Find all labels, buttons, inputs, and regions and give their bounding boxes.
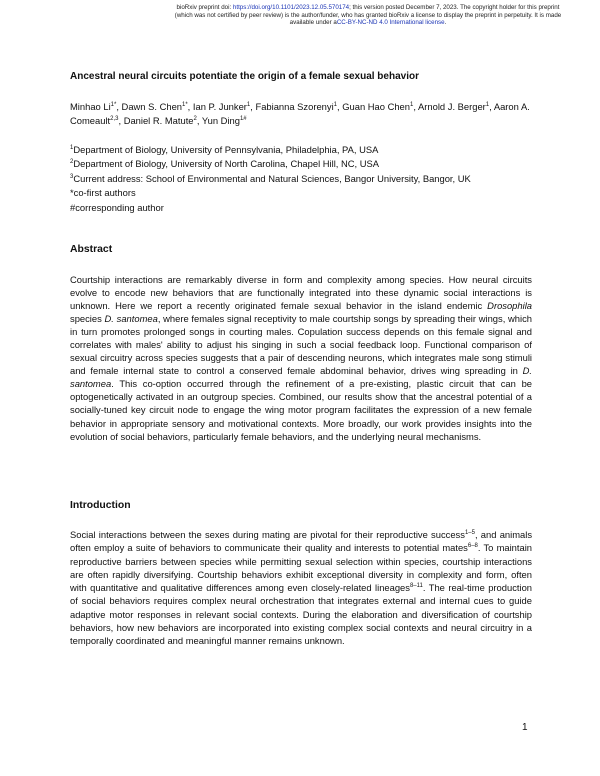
author-list: Minhao $Li^{1*}$, Dawn S. Chen$^{1*}$, Ian P. Junker$^1$, Fabianna Szorenyi$^1$, Guan Hao Chen$^1$, Arnold J. Berger$^1$, Aaron A. Comeault$^{2,3}$, Daniel R. Matute$^2$, Yun Ding$^{1\#}$ (70, 101, 530, 126)
author: Guan Hao Chen$^1$ (342, 101, 414, 112)
license-link[interactable]: CC-BY-NC-ND 4.0 International license (336, 19, 445, 27)
author: Dawn S. Chen$^{1*}$ (121, 101, 188, 112)
header-line3-pre: available under a (289, 19, 337, 27)
abstract-text: Courtship interactions are remarkably diverse in form and complexity among species. How neural circuits evolve to encode new behaviors that are functionally integrated into these dynamic social interactions is unknown. Here we report a recently originated female sexual behavior in the island endemic Drosophila species D. santomea, where females signal receptivity to male courtship songs by spreading their wings, which in turn promotes prolonged songs in courting males. Copulation success depends on this female signal and correlates with males' ability to adjust his singing in such a social feedback loop. Functional comparison of sexual circuitry across species suggests that a pair of descending neurons, which integrates male song stimuli and female internal state to control a conserved female abdominal behavior, drives wing spreading in D. santomea. This co-option occurred through the refinement of a pre-existing, plastic circuit that can be optogenetically activated in an outgroup species. Combined, our results show that the ancestral potential of a socially-tuned key circuit node to engage the wing motor program facilitates the expression of a new female behavior in appropriate sensory and motivational contexts. More broadly, our work provides insights into the evolution of social behaviors, particularly female behaviors, and the underlying neural mechanisms. (70, 274, 532, 442)
header-line3-post: . (444, 19, 447, 27)
affiliation-item: $^2$Department of Biology, University of North Carolina, Chapel Hill, NC, USA (70, 158, 380, 170)
paper-title: Ancestral neural circuits potentiate the origin of a female sexual behavior (70, 71, 419, 82)
author: Aaron A. Comeault$^{2,3}$ (70, 101, 530, 126)
author: Arnold J. Berger$^1$ (418, 101, 490, 112)
page-number: 1 (522, 722, 528, 733)
introduction-heading: Introduction (70, 500, 131, 511)
header-line2: (which was not certified by peer review) is the author/funder, who has granted bioRxiv a license to display the preprint in perpetuity. It is made (174, 11, 562, 19)
introduction-text: Social interactions between the sexes during mating are pivotal for their reproductive success$^{1-5}$, and animals often employ a suite of behaviors to communicate their quality and interests to potential mates$^{6-8}$. To maintain reproductive barriers between species while permitting sexual selection within species, courtship interactions are often rapidly diversifying. Courtship behaviors exhibit exceptional diversity in complexity and form, often with quantitative and qualitative differences among even closely-related lineages$^{8-11}$. The real-time production of social behaviors requires complex neural orchestration that integrates external and internal cues to guide adaptive motor responses in relevant social contexts. During the elaboration and diversification of courtship behaviors, how new behaviors are incorporated into existing complex social contexts and neural circuitry in a temporally coordinated and meaningful manner remains unknown. (70, 529, 533, 647)
affiliation-item: #corresponding author (70, 201, 164, 213)
abstract-heading: Abstract (70, 244, 113, 255)
author: Fabianna Szorenyi$^1$ (255, 101, 338, 112)
affiliations (70, 143, 532, 215)
author: Minhao $Li^{1*}$ (70, 101, 117, 112)
header-line1-post: ; this version posted December 7, 2023. The copyright holder for this preprint (349, 4, 560, 11)
author: Daniel R. Matute$^2$ (123, 114, 197, 126)
author: Yun Ding$^{1\#}$ (201, 114, 247, 126)
preprint-header (150, 4, 586, 27)
header-line1-pre: bioRxiv preprint doi: (176, 4, 233, 11)
affiliation-item: $^3$Current address: School of Environmental and Natural Sciences, Bangor University, Bangor, UK (70, 172, 471, 184)
affiliation-item: $^1$Department of Biology, University of Pennsylvania, Philadelphia, PA, USA (70, 144, 379, 155)
author: Ian P. Junker$^1$ (192, 101, 251, 112)
doi-link[interactable]: https://doi.org/10.1101/2023.12.05.570174 (232, 4, 350, 11)
affiliation-item: *co-first authors (70, 187, 136, 199)
